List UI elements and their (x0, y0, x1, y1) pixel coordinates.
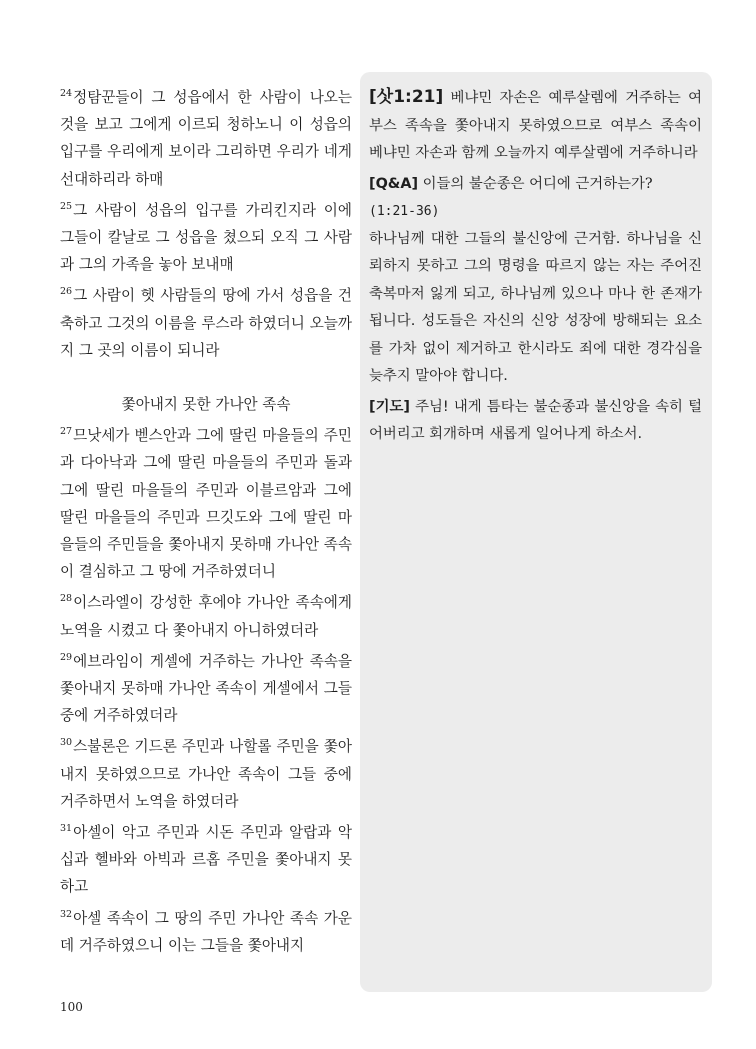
verse-30 (60, 729, 352, 815)
prayer-block (369, 394, 702, 449)
cross-reference (369, 84, 702, 168)
verse-text: 에브라임이 게셀에 거주하는 가나안 족속을 쫓아내지 못하매 가나안 족속이 게셀에서 그들 중에 거주하였더라 (60, 652, 352, 725)
qa-tag: [Q&A] (369, 175, 419, 192)
verse-number: 32 (60, 908, 73, 920)
commentary-panel (360, 72, 712, 992)
verse-text: 이스라엘이 강성한 후에야 가나안 족속에게 노역을 시켰고 다 쫓아내지 아니하였더라 (60, 594, 352, 639)
verse-number: 30 (60, 737, 73, 749)
verse-text: 그 사람이 성읍의 입구를 가리킨지라 이에 그들이 칼날로 그 성읍을 쳤으되 오직 그 사람과 그의 가족을 놓아 보내매 (60, 201, 352, 274)
verse-26 (60, 278, 352, 364)
prayer-text: 주님! 내게 틈타는 불순종과 불신앙을 속히 털어버리고 회개하며 새롭게 일어나게 하소서. (369, 398, 702, 442)
verse-text: 그 사람이 헷 사람들의 땅에 가서 성읍을 건축하고 그것의 이름을 루스라 하였더니 오늘까지 그 곳의 이름이 되니라 (60, 287, 352, 359)
reference-text: 베냐민 자손은 예루살렘에 거주하는 여부스 족속을 쫓아내지 못하였으므로 여부스 족속이 베냐민 자손과 함께 오늘까지 예루살렘에 거주하니라 (369, 90, 702, 161)
verse-number: 24 (60, 88, 73, 99)
verse-29 (60, 644, 352, 730)
verse-28 (60, 585, 352, 643)
verse-number: 27 (60, 426, 73, 438)
page-number: 100 (60, 1000, 83, 1014)
qa-block (369, 171, 702, 391)
verse-32 (60, 901, 352, 959)
verse-text: 아셀 족속이 그 땅의 주민 가나안 족속 가운데 거주하였으니 이는 그들을 쫓아내지 (60, 909, 352, 954)
verse-number: 31 (60, 823, 73, 835)
scripture-column (60, 80, 352, 959)
verse-number: 25 (60, 200, 73, 212)
verse-24 (60, 80, 352, 193)
verse-number: 28 (60, 593, 73, 605)
verse-25 (60, 193, 352, 279)
verse-31 (60, 815, 352, 901)
section-heading: 쫓아내지 못한 가나안 족속 (121, 396, 291, 414)
reference-tag: [삿1:21] (369, 87, 444, 107)
qa-answer: 하나님께 대한 그들의 불신앙에 근거함. 하나님을 신뢰하지 못하고 그의 명령을 따르지 않는 자는 주어진 축복마저 잃게 되고, 하나님께 있으나 마나 한 존재가 됩니다. 성도들은 자신의 신앙 성장에 방해되는 요소를 가차 없이 제거하고 한시라도 죄에 대한 경각심을 늦추지 말아야 합니다. (369, 230, 702, 384)
verse-number: 29 (60, 651, 73, 663)
qa-question: 이들의 불순종은 어디에 근거하는가? (422, 175, 653, 192)
verse-text: 정탐꾼들이 그 성읍에서 한 사람이 나오는 것을 보고 그에게 이르되 청하노니 이 성읍의 입구를 우리에게 보이라 그리하면 우리가 네게 선대하리라 하매 (60, 89, 352, 188)
verse-number: 26 (60, 286, 73, 298)
verse-text: 스불론은 기드론 주민과 나할롤 주민을 쫓아내지 못하였으므로 가나안 족속이 그들 중에 거주하면서 노역을 하였더라 (60, 738, 352, 810)
prayer-tag: [기도] (369, 398, 410, 415)
verse-text: 므낫세가 벧스안과 그에 딸린 마을들의 주민과 다아낙과 그에 딸린 마을들의 주민과 돌과 그에 딸린 마을들의 주민과 이블르암과 그에 딸린 마을들의 주민과 므깃도와 그에 딸린 마을들의 주민들을 쫓아내지 못하매 가나안 족속이 결심하고 그 땅에 거주하였더니 (60, 427, 352, 581)
verse-27 (60, 418, 352, 585)
verse-text: 아셀이 악고 주민과 시돈 주민과 알랍과 악십과 헬바와 아빅과 르홉 주민을 쫓아내지 못하고 (60, 824, 352, 896)
qa-range: (1:21-36) (369, 204, 440, 219)
